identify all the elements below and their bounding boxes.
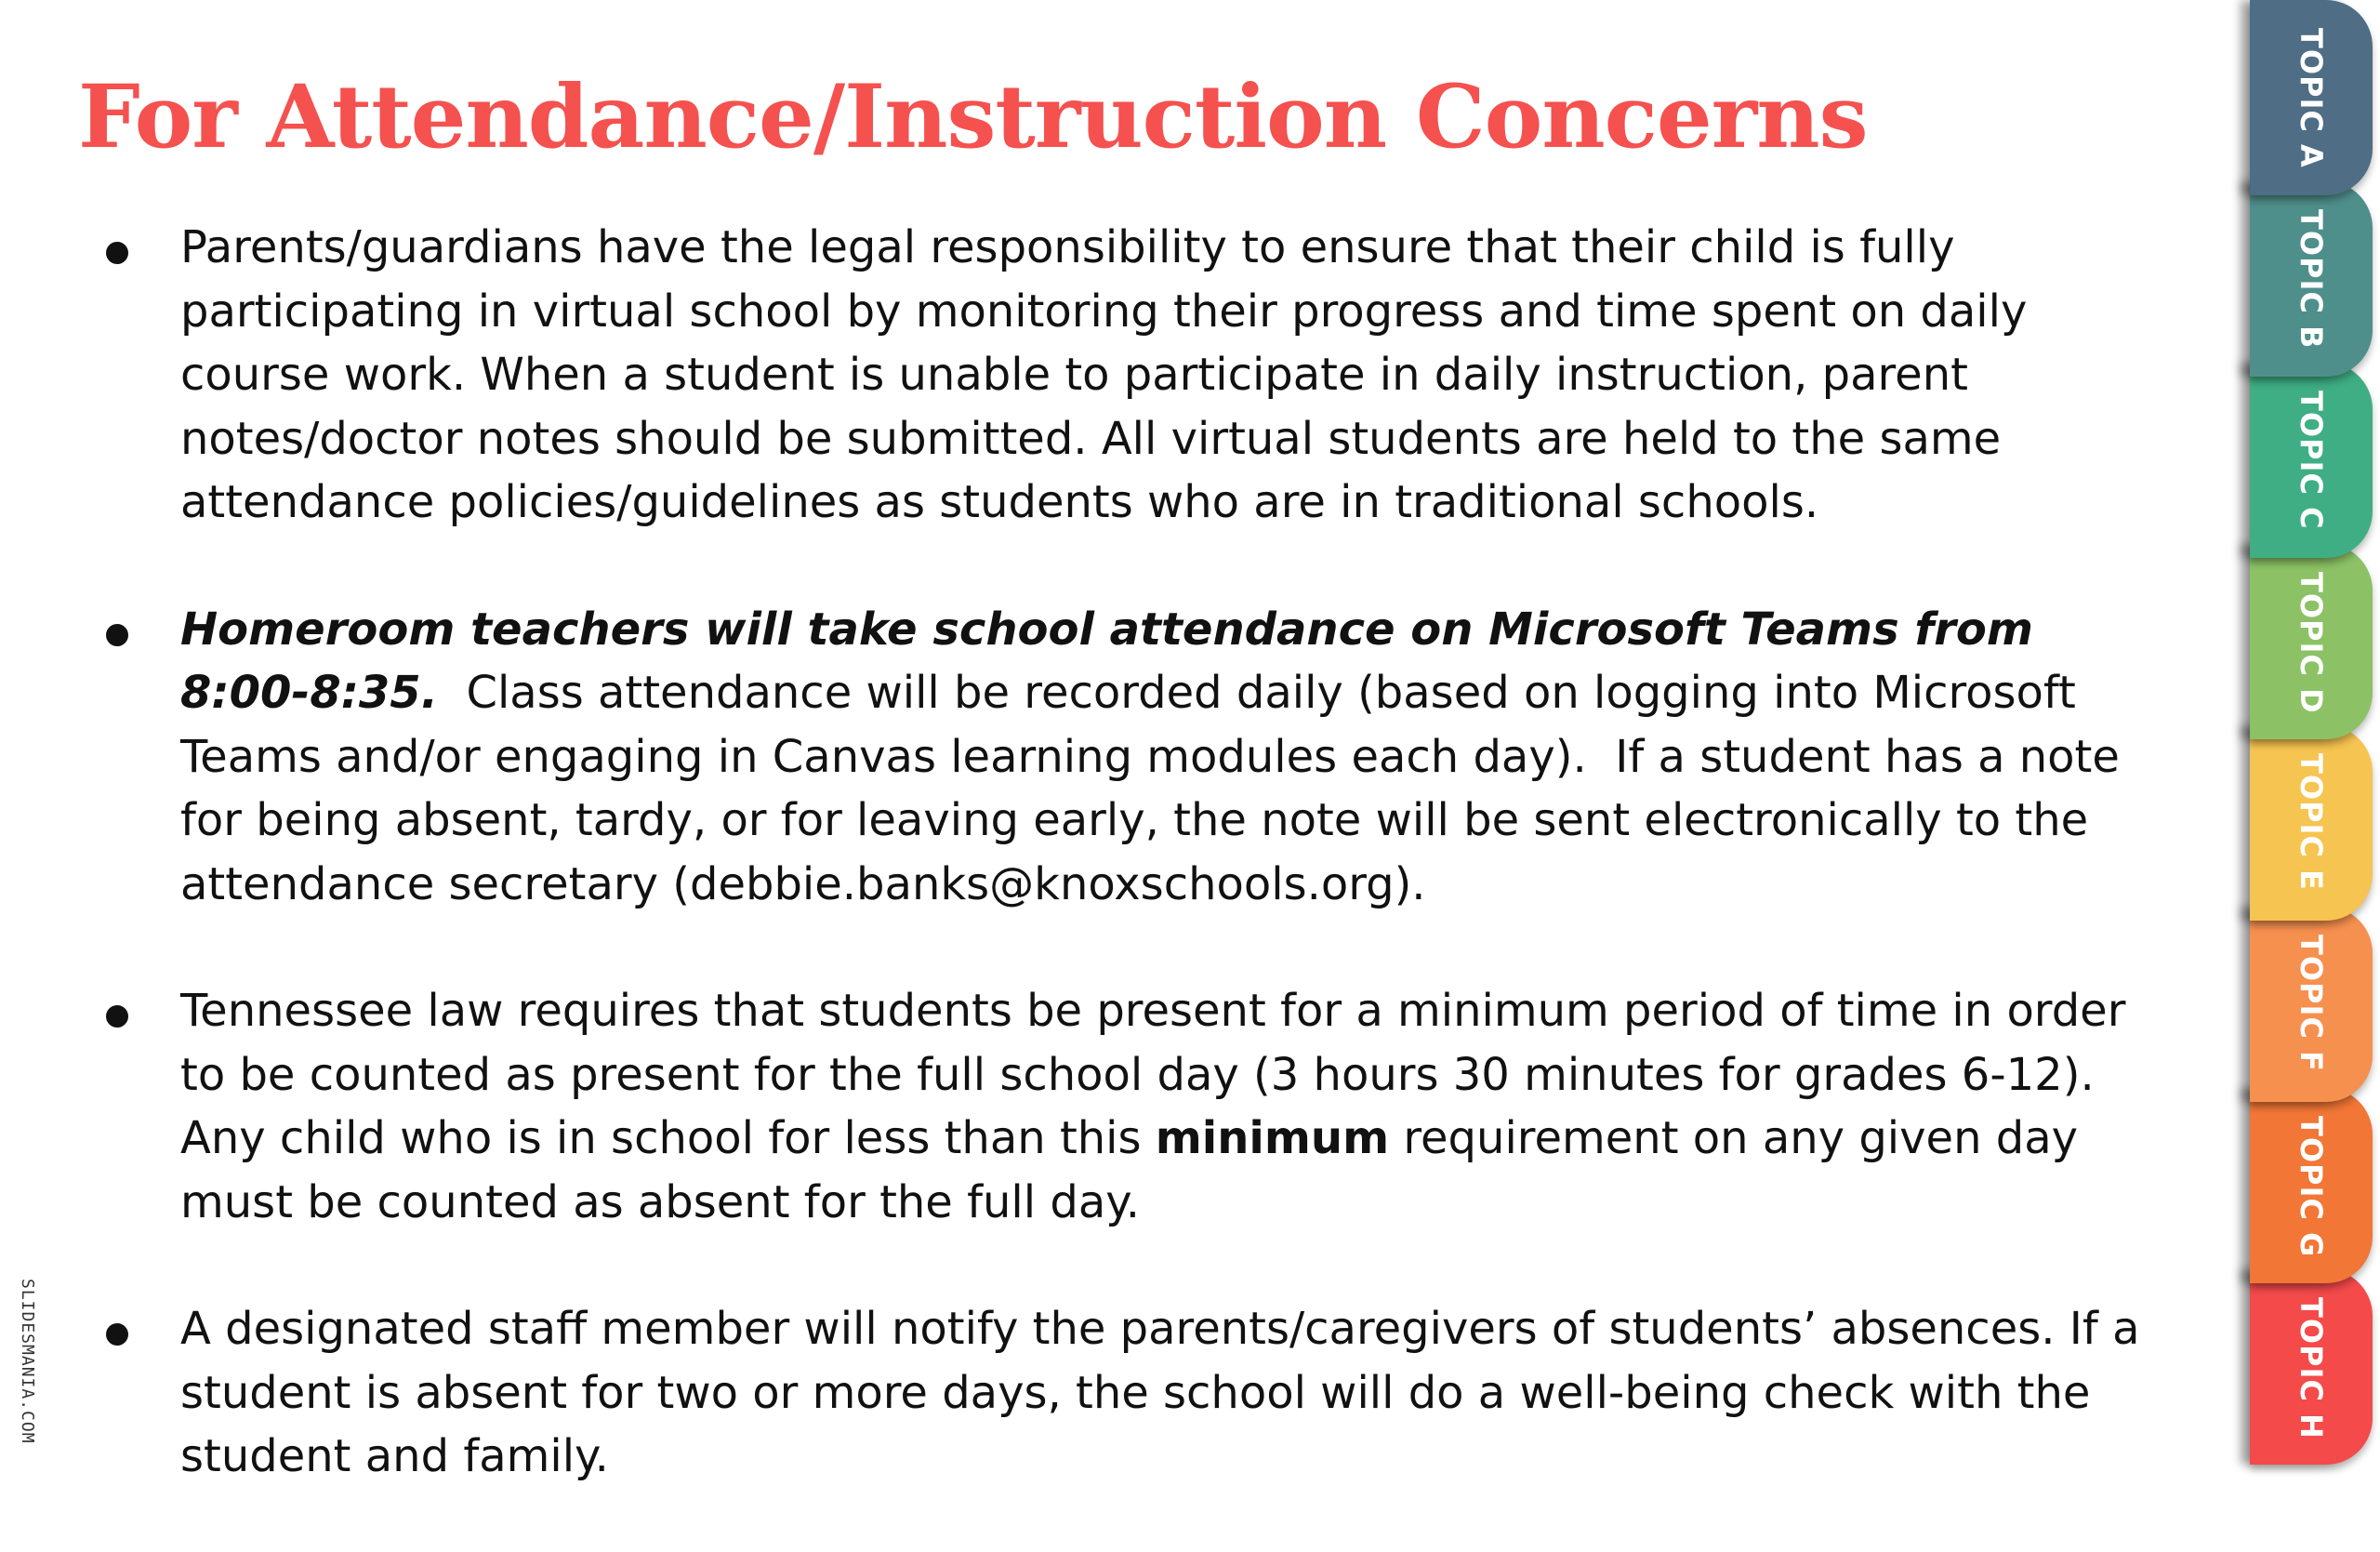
page-title: For Attendance/Instruction Concerns: [78, 66, 1868, 168]
bullet-list: [93, 216, 2166, 1552]
bullet-text-body: requirement on any given day must be counted as absent for the full day.: [180, 1112, 2079, 1228]
bullet-dot: [106, 1005, 128, 1028]
tab-label: TOPIC B: [2294, 209, 2329, 350]
tab-label: TOPIC G: [2294, 1116, 2329, 1258]
tab-topic-d[interactable]: [2250, 544, 2373, 739]
list-item: [93, 1297, 2166, 1489]
bullet-text: [180, 979, 2166, 1234]
tab-label: TOPIC A: [2294, 28, 2329, 168]
bullet-dot: [106, 624, 128, 646]
tab-topic-h[interactable]: [2250, 1269, 2373, 1465]
tab-topic-c[interactable]: [2250, 363, 2373, 558]
bullet-text-body: Parents/guardians have the legal responsibility to ensure that their child is fully participating in virtual school by monitoring their progress and time spent on daily course work. When a student is unable to participate in daily instruction, parent notes/doctor notes should be submitted. All virtual students are held to the same attendance policies/guidelines as students who are in traditional schools.: [180, 221, 2028, 528]
bullet-dot: [106, 242, 128, 264]
list-item: [93, 598, 2166, 917]
tab-topic-b[interactable]: [2250, 181, 2373, 377]
bullet-text-body: Tennessee law requires that students be present for a minimum period of time in order to be counted as present for the full school day (3 hours 30 minutes for grades 6-12). Any child who is in school for less than this: [180, 985, 2126, 1164]
bullet-text-body: Class attendance will be recorded daily (based on logging into Microsoft Teams and/or engaging in Canvas learning modules each day). If a student has a note for being absent, tardy, or for leaving early, the note will be sent electronically to the attendance secretary (debbie.banks@knoxschools.org).: [180, 667, 2135, 910]
tab-label: TOPIC H: [2294, 1297, 2329, 1439]
bullet-text: [180, 216, 2166, 535]
tab-topic-f[interactable]: [2250, 907, 2373, 1102]
list-item: [93, 216, 2166, 535]
bullet-dot: [106, 1323, 128, 1346]
tab-label: TOPIC C: [2294, 391, 2329, 530]
tab-topic-g[interactable]: [2250, 1088, 2373, 1283]
bullet-text: [180, 1297, 2166, 1489]
topic-tabs: [2250, 0, 2380, 1449]
tab-label: TOPIC E: [2294, 753, 2329, 891]
bullet-emphasis: minimum: [1155, 1112, 1390, 1164]
bullet-text-body: A designated staff member will notify the parents/caregivers of students’ absences. If a student is absent for two or more days, the school will do a well-being check with the student and family.: [180, 1303, 2140, 1482]
watermark: SLIDESMANIA.COM: [18, 1279, 37, 1444]
tab-topic-e[interactable]: [2250, 725, 2373, 921]
list-item: [93, 979, 2166, 1234]
tab-topic-a[interactable]: [2250, 0, 2373, 195]
bullet-emphasis: Homeroom teachers will take school attendance on Microsoft Teams from 8:00-8:35.: [180, 603, 2033, 719]
tab-label: TOPIC F: [2294, 935, 2329, 1072]
tab-label: TOPIC D: [2294, 572, 2329, 714]
bullet-text: [180, 598, 2166, 917]
